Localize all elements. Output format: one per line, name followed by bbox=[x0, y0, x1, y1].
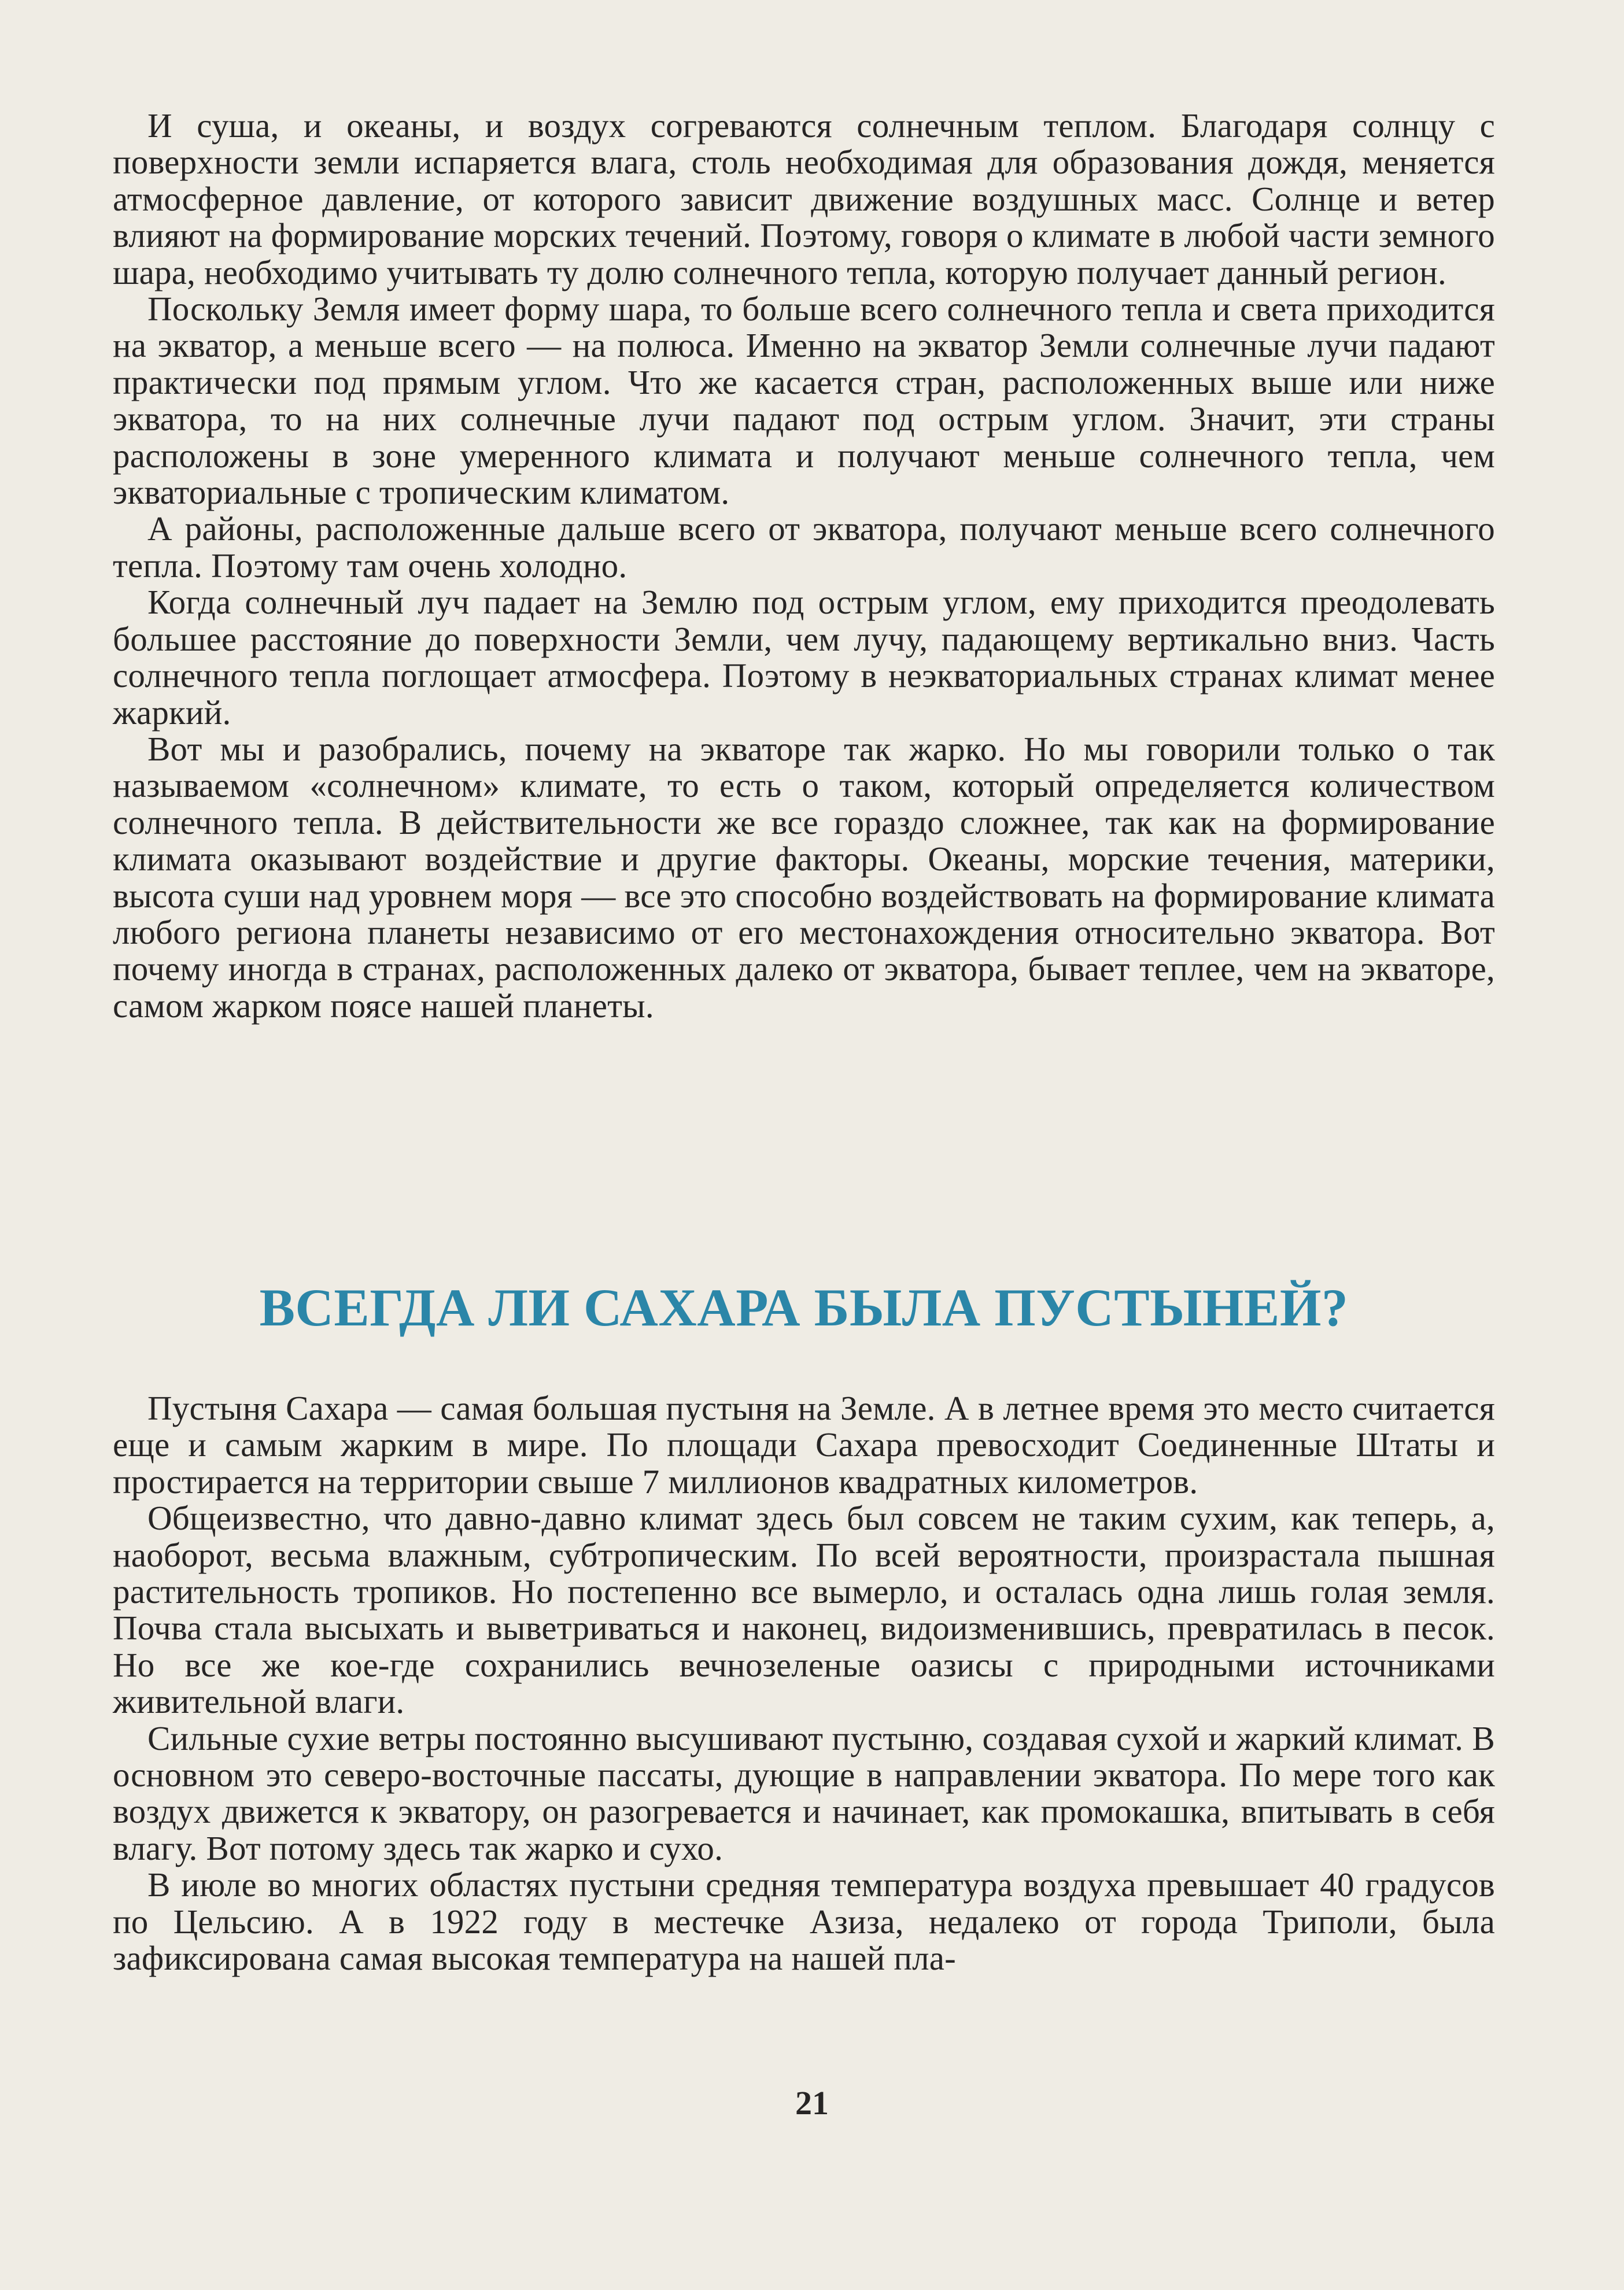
section-climate-text bbox=[113, 108, 1495, 1024]
paragraph: Сильные сухие ветры постоянно высушивают пустыню, создавая сухой и жаркий климат. В основном это северо-восточные пассаты, дующие в направлении экватора. По мере того как воздух движется к экватору, он разогревается и начинает, как промокашка, впитывать в себя влагу. Вот потому здесь так жарко и сухо. bbox=[113, 1719, 1495, 1867]
paragraph: И суша, и океаны, и воздух согреваются солнечным теплом. Благодаря солнцу с поверхности земли испаряется влага, столь необходимая для образования дождя, меняется атмосферное давление, от которого зависит движение воздушных масс. Солнце и ветер влияют на формирование морских течений. Поэтому, говоря о климате в любой части земного шара, необходимо учитывать ту долю солнечного тепла, которую получает данный регион. bbox=[113, 106, 1495, 291]
section-sahara-text bbox=[113, 1390, 1495, 1977]
paragraph: А районы, расположенные дальше всего от экватора, получают меньше всего солнечного тепла. Поэтому там очень холодно. bbox=[113, 509, 1495, 585]
paragraph: Поскольку Земля имеет форму шара, то больше всего солнечного тепла и света приходится на экватор, а меньше всего — на полюса. Именно на экватор Земли солнечные лучи падают практически под прямым углом. Что же касается стран, расположенных выше или ниже экватора, то на них солнечные лучи падают под острым углом. Значит, эти страны расположены в зоне умеренного климата и получают меньше солнечного тепла, чем экваториальные с тропическим климатом. bbox=[113, 290, 1495, 512]
paragraph: Вот мы и разобрались, почему на экваторе так жарко. Но мы говорили только о так называемом «солнечном» климате, то есть о таком, который определяется количеством солнечного тепла. В действительности же все гораздо сложнее, так как на формирование климата оказывают воздействие и другие факторы. Океаны, морские течения, материки, высота суши над уровнем моря — все это способно воздействовать на формирование климата любого региона планеты независимо от его местонахождения относительно экватора. Вот почему иногда в странах, расположенных далеко от экватора, бывает теплее, чем на экваторе, самом жарком поясе нашей планеты. bbox=[113, 729, 1495, 1025]
paragraph: Пустыня Сахара — самая большая пустыня на Земле. А в летнее время это место считается еще и самым жарким в мире. По площади Сахара превосходит Соединенные Штаты и простирается на территории свыше 7 миллионов квадратных километров. bbox=[113, 1389, 1495, 1501]
paragraph: Когда солнечный луч падает на Землю под острым углом, ему приходится преодолевать большее расстояние до поверхности Земли, чем лучу, падающему вертикально вниз. Часть солнечного тепла поглощает атмосфера. Поэтому в неэкваториальных странах климат менее жаркий. bbox=[113, 583, 1495, 732]
section-heading: ВСЕГДА ЛИ САХАРА БЫЛА ПУСТЫНЕЙ? bbox=[259, 1278, 1349, 1337]
page-number: 21 bbox=[795, 2084, 829, 2122]
paragraph: В июле во многих областях пустыни средняя температура воздуха превышает 40 градусов по Цельсию. А в 1922 году в местечке Азиза, недалеко от города Триполи, была зафиксирована самая высокая температура на нашей пла- bbox=[113, 1866, 1495, 1978]
paragraph: Общеизвестно, что давно-давно климат здесь был совсем не таким сухим, как теперь, а, наоборот, весьма влажным, субтропическим. По всей вероятности, произрастала пышная растительность тропиков. Но постепенно все вымерло, и осталась одна лишь голая земля. Почва стала высыхать и выветриваться и наконец, видоизменившись, превратилась в песок. Но все же кое-где сохранились вечнозеленые оазисы с природными источниками живительной влаги. bbox=[113, 1499, 1495, 1721]
